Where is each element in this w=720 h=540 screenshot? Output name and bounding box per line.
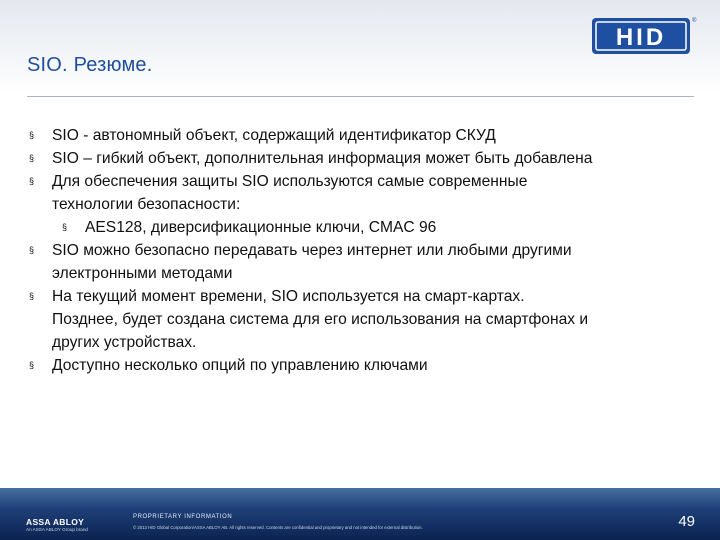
footer-brand-subtitle: An ASSA ABLOY Group brand (26, 527, 88, 532)
bullet-text-line: SIO - автономный объект, содержащий идентификатор СКУД (52, 127, 496, 144)
bullet-text-line: На текущий момент времени, SIO используется на смарт-картах. (52, 288, 525, 305)
bullet-text-line: Позднее, будет создана система для его использования на смартфонах и (52, 311, 589, 328)
bullet-marker-icon: § (29, 360, 35, 370)
bullet-item (27, 239, 697, 285)
hid-logo (591, 14, 697, 56)
bullet-marker-icon: § (29, 245, 35, 255)
bullet-item (27, 170, 697, 216)
bullet-item (27, 147, 697, 170)
bullet-list (27, 124, 697, 377)
footer-copyright: © 2013 HID Global Corporation/ASSA ABLOY AB. All rights reserved. Contents are confidential and proprietary and not intended for external distribution. (133, 525, 423, 530)
logo-registered-mark: ® (692, 18, 697, 24)
sub-bullet-item (27, 216, 697, 239)
footer-band (0, 488, 720, 540)
bullet-text-line: SIO можно безопасно передавать через интернет или любыми другими (52, 242, 572, 259)
bullet-marker-icon: § (29, 130, 35, 140)
bullet-text-line: других устройствах. (52, 334, 197, 351)
footer-brand: ASSA ABLOY (26, 517, 85, 527)
bullet-text-line: Доступно несколько опций по управлению ключами (52, 357, 428, 374)
bullet-item (27, 285, 697, 354)
title-divider (27, 96, 694, 97)
bullet-marker-icon: § (62, 222, 68, 232)
bullet-text-line: SIO – гибкий объект, дополнительная информация может быть добавлена (52, 150, 593, 167)
bullet-marker-icon: § (29, 176, 35, 186)
bullet-text-line: Для обеспечения защиты SIO используются самые современные (52, 173, 528, 190)
bullet-text-line: AES128, диверсификационные ключи, CMAC 96 (85, 219, 437, 236)
slide-title: SIO. Резюме. (27, 54, 153, 76)
bullet-item (27, 124, 697, 147)
bullet-marker-icon: § (29, 153, 35, 163)
logo-text: HID (615, 24, 667, 51)
footer-proprietary-label: PROPRIETARY INFORMATION (133, 514, 233, 520)
bullet-marker-icon: § (29, 291, 35, 301)
bullet-text-line: технологии безопасности: (52, 196, 241, 213)
page-number: 49 (678, 513, 695, 530)
bullet-item (27, 354, 697, 377)
bullet-text-line: электронными методами (52, 265, 233, 282)
